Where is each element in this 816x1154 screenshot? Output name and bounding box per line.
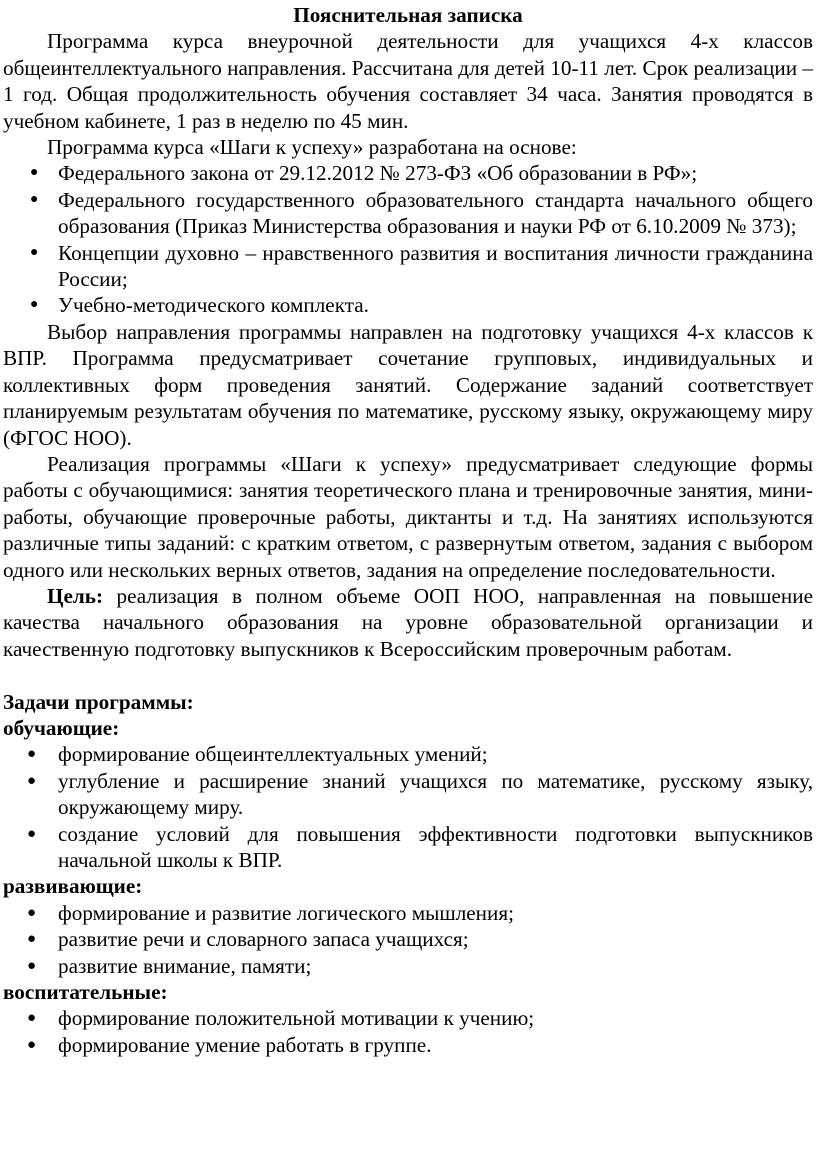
bullet-icon: ●	[30, 244, 39, 260]
bullet-icon: ●	[27, 957, 37, 974]
list-item: ● развитие внимание, памяти;	[27, 953, 312, 978]
list-item: ● Федерального государственного образовательного стандарта начального общего образования (Приказ Министерства образования и науки РФ от 6.10.2009 № 373);	[30, 187, 813, 239]
list-item: ● формирование и развитие логического мышления;	[27, 900, 514, 925]
list-item: ● Концепции духовно – нравственного развития и воспитания личности гражданина России;	[30, 240, 813, 292]
goal-text: реализация в полном объеме ООП НОО, направленная на повышение качества начального образования на уровне образовательной организации и качественную подготовку выпускников к Всероссийским проверочным работам.	[3, 583, 813, 661]
developing-list	[3, 900, 813, 979]
bullet-icon: ●	[27, 931, 37, 948]
basis-list	[3, 160, 813, 318]
tasks-heading: Задачи программы:	[3, 689, 194, 714]
educational-heading: воспитательные:	[3, 980, 168, 1005]
list-item: ● формирование умение работать в группе.	[27, 1032, 432, 1057]
paragraph-forms: Реализация программы «Шаги к успеху» предусматривает следующие формы работы с обучающимися: занятия теоретического плана и тренировочные занятия, мини-работы, обучающие проверочные работы, диктанты и т.д. На занятиях используются различные типы заданий: с кратким ответом, с развернутым ответом, задания с выбором одного или нескольких верных ответов, задания на определение последовательности.	[3, 451, 813, 582]
bullet-icon: ●	[30, 297, 39, 313]
bullet-icon: ●	[27, 1036, 37, 1053]
list-item: ● углубление и расширение знаний учащихся по математике, русскому языку, окружающему миру.	[27, 768, 813, 820]
paragraph-intro: Программа курса внеурочной деятельности для учащихся 4-х классов общеинтеллектуального направления. Рассчитана для детей 10-11 лет. Срок реализации – 1 год. Общая продолжительность обучения составляет 34 часа. Занятия проводятся в учебном кабинете, 1 раз в неделю по 45 мин.	[3, 29, 813, 133]
document-title: Пояснительная записка	[293, 3, 523, 27]
paragraph-direction: Выбор направления программы направлен на подготовку учащихся 4-х классов к ВПР. Программа предусматривает сочетание групповых, индивидуальных и коллективных форм проведения занятий. Содержание заданий соответствует планируемым результатам обучения по математике, русскому языку, окружающему миру (ФГОС НОО).	[3, 319, 813, 450]
teaching-list	[3, 741, 813, 873]
developing-heading: развивающие:	[3, 874, 143, 899]
list-item: ● создание условий для повышения эффективности подготовки выпускников начальной школы к ВПР.	[27, 821, 813, 872]
teaching-heading: обучающие:	[3, 715, 120, 740]
spacer	[3, 662, 813, 688]
educational-list	[3, 1005, 813, 1058]
list-item: ● Федерального закона от 29.12.2012 № 273-ФЗ «Об образовании в РФ»;	[30, 161, 698, 186]
bullet-icon: ●	[27, 825, 37, 842]
paragraph-goal	[3, 583, 813, 662]
list-item: ● формирование общеинтеллектуальных умений;	[27, 742, 488, 767]
bullet-icon: ●	[30, 165, 39, 181]
bullet-icon: ●	[30, 191, 39, 207]
bullet-icon: ●	[27, 904, 37, 921]
list-item: ● Учебно-методического комплекта.	[30, 293, 369, 318]
paragraph-basis-lead: Программа курса «Шаги к успеху» разработана на основе:	[47, 135, 577, 160]
bullet-icon: ●	[27, 772, 37, 789]
goal-label: Цель:	[47, 583, 104, 608]
bullet-icon: ●	[27, 746, 37, 763]
list-item: ● развитие речи и словарного запаса учащихся;	[27, 927, 469, 952]
list-item: ● формирование положительной мотивации к учению;	[27, 1006, 535, 1031]
bullet-icon: ●	[27, 1010, 37, 1027]
